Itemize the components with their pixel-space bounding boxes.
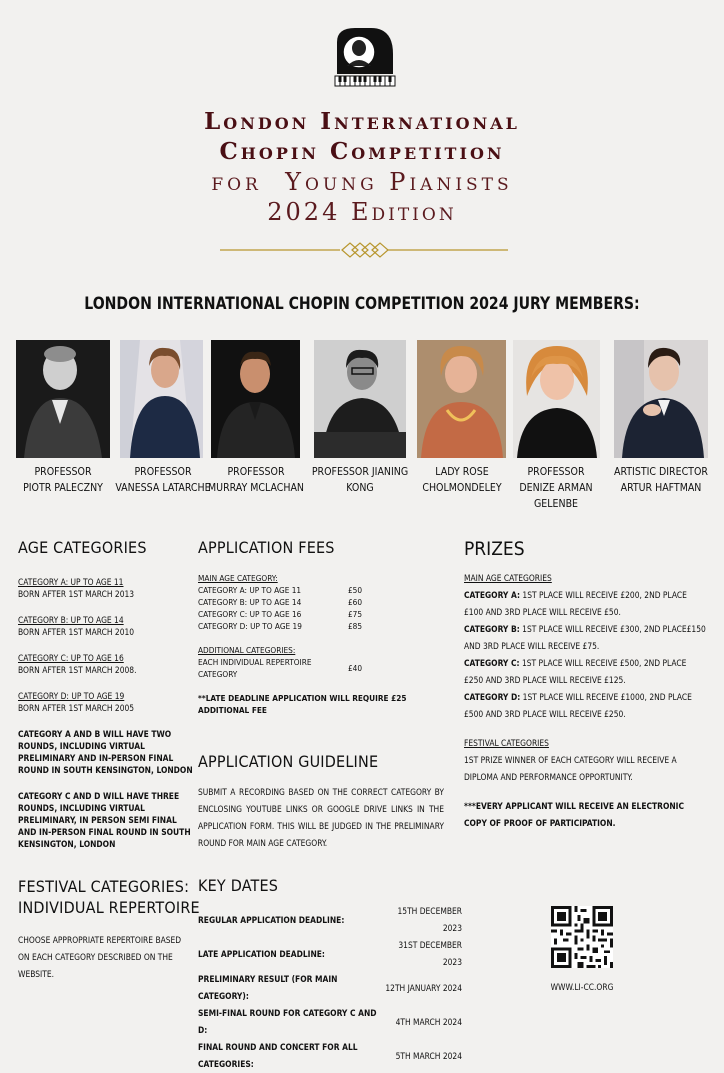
table-row: REGULAR APPLICATION DEADLINE: 15TH DECEMBER 2023 xyxy=(198,906,462,933)
key-dates-table xyxy=(198,903,462,1073)
fees-main-table xyxy=(198,584,362,632)
age-category-a-title: CATEGORY A: UP TO AGE 11 xyxy=(18,577,124,587)
jury-heading: LONDON INTERNATIONAL CHOPIN COMPETITION 2024 JURY MEMBERS: xyxy=(84,294,640,314)
prizes-festival-label: FESTIVAL CATEGORIES xyxy=(464,738,549,748)
prizes-block xyxy=(464,570,706,832)
age-category-b-detail: BORN AFTER 1ST MARCH 2010 xyxy=(18,627,135,637)
prize-category-a: CATEGORY A: 1ST PLACE WILL RECEIVE £200, 2ND PLACE £100 AND 3RD PLACE WILL RECEIVE £50. xyxy=(464,590,687,617)
fees-heading: APPLICATION FEES xyxy=(198,538,335,557)
age-category-d-detail: BORN AFTER 1ST MARCH 2005 xyxy=(18,703,135,713)
certificate-note: ***EVERY APPLICANT WILL RECEIVE AN ELECTRONIC COPY OF PROOF OF PARTICIPATION. xyxy=(464,801,685,828)
guideline-heading: APPLICATION GUIDELINE xyxy=(198,752,379,771)
key-dates-heading: KEY DATES xyxy=(198,876,279,895)
age-category-d-title: CATEGORY D: UP TO AGE 19 xyxy=(18,691,125,701)
festival-heading: FESTIVAL CATEGORIES: INDIVIDUAL REPERTOIRE xyxy=(18,877,200,917)
prizes-festival-text: 1ST PRIZE WINNER OF EACH CATEGORY WILL RECEIVE A DIPLOMA AND PERFORMANCE OPPORTUNITY. xyxy=(464,755,677,782)
grand-piano-logo-icon xyxy=(331,26,399,92)
jury-photo-1 xyxy=(16,340,110,458)
table-row: CATEGORY B: UP TO AGE 14 £60 xyxy=(198,597,363,607)
ornament-divider-icon xyxy=(220,240,508,260)
table-row: PRELIMINARY RESULT (FOR MAIN CATEGORY): 12TH JANUARY 2024 xyxy=(198,974,462,1001)
prize-category-d: CATEGORY D: 1ST PLACE WILL RECEIVE £1000, 2ND PLACE £500 AND 3RD PLACE WILL RECEIVE £250. xyxy=(464,692,692,719)
jury-photo-6 xyxy=(513,340,600,458)
jury-name-5: LADY ROSE CHOLMONDELEY xyxy=(422,466,502,494)
jury-name-4: PROFESSOR JIANING KONG xyxy=(311,466,409,494)
age-category-b-title: CATEGORY B: UP TO AGE 14 xyxy=(18,615,124,625)
subtitle-line-2: 2024 Edition xyxy=(267,198,457,226)
jury-photo-5 xyxy=(417,340,506,458)
table-row: CATEGORY C: UP TO AGE 16 £75 xyxy=(198,609,363,619)
fees-block xyxy=(198,572,428,716)
age-category-list xyxy=(18,576,193,850)
title-line-1: London International xyxy=(204,108,520,135)
prizes-heading: PRIZES xyxy=(464,538,525,560)
age-category-c-detail: BORN AFTER 1ST MARCH 2008. xyxy=(18,665,137,675)
subtitle-line-1: for Young Pianists xyxy=(211,168,513,196)
jury-name-7: ARTISTIC DIRECTOR ARTUR HAFTMAN xyxy=(614,466,708,494)
jury-name-3: PROFESSOR MURRAY MCLACHAN xyxy=(208,466,304,494)
age-categories-heading: AGE CATEGORIES xyxy=(18,538,147,557)
guideline-text: SUBMIT A RECORDING BASED ON THE CORRECT CATEGORY BY ENCLOSING YOUTUBE LINKS OR GOOGLE DRIVE LINKS IN THE APPLICATION FORM. THIS WILL BE JUDGED IN THE PRELIMINARY ROUND FOR MAIN AGE CATEGORY. xyxy=(198,787,444,848)
table-row: CATEGORY D: UP TO AGE 19 £85 xyxy=(198,621,363,631)
late-fee-note: **LATE DEADLINE APPLICATION WILL REQUIRE £25 ADDITIONAL FEE xyxy=(198,693,407,715)
fees-additional-label: ADDITIONAL CATEGORIES: xyxy=(198,645,296,655)
jury-photo-7 xyxy=(614,340,708,458)
table-row: LATE APPLICATION DEADLINE: 31ST DECEMBER 2023 xyxy=(198,940,462,967)
prize-category-b: CATEGORY B: 1ST PLACE WILL RECEIVE £300, 2ND PLACE£150 AND 3RD PLACE WILL RECEIVE £75. xyxy=(464,624,706,651)
jury-photo-4 xyxy=(314,340,406,458)
rounds-note-ab: CATEGORY A AND B WILL HAVE TWO ROUNDS, INCLUDING VIRTUAL PRELIMINARY AND IN-PERSON FINAL ROUND IN SOUTH KENSINGTON, LONDON xyxy=(18,729,193,775)
jury-photo-3 xyxy=(211,340,300,458)
website-link[interactable]: WWW.LI-CC.ORG xyxy=(550,982,614,992)
jury-name-1: PROFESSOR PIOTR PALECZNY xyxy=(23,466,103,494)
fees-main-label: MAIN AGE CATEGORY: xyxy=(198,573,278,583)
title-line-2: Chopin Competition xyxy=(219,138,505,165)
age-category-c-title: CATEGORY C: UP TO AGE 16 xyxy=(18,653,124,663)
jury-name-2: PROFESSOR VANESSA LATARCHE xyxy=(115,466,211,494)
prize-category-c: CATEGORY C: 1ST PLACE WILL RECEIVE £500, 2ND PLACE £250 AND 3RD PLACE WILL RECEIVE £125. xyxy=(464,658,687,685)
festival-text: CHOOSE APPROPRIATE REPERTOIRE BASED ON EACH CATEGORY DESCRIBED ON THE WEBSITE. xyxy=(18,935,182,979)
prizes-main-label: MAIN AGE CATEGORIES xyxy=(464,573,552,583)
table-row: FINAL ROUND AND CONCERT FOR ALL CATEGORIES: 5TH MARCH 2024 xyxy=(198,1042,462,1069)
fees-additional-table xyxy=(198,656,362,680)
qr-code-icon[interactable] xyxy=(551,906,613,968)
table-row: CATEGORY A: UP TO AGE 11 £50 xyxy=(198,585,363,595)
jury-photo-2 xyxy=(120,340,203,458)
jury-name-6: PROFESSOR DENIZE ARMAN GELENBE xyxy=(519,466,593,510)
table-row: EACH INDIVIDUAL REPERTOIRE CATEGORY £40 xyxy=(198,657,363,679)
age-category-a-detail: BORN AFTER 1ST MARCH 2013 xyxy=(18,589,135,599)
rounds-note-cd: CATEGORY C AND D WILL HAVE THREE ROUNDS, INCLUDING VIRTUAL PRELIMINARY, IN PERSON SEMI FINAL AND IN-PERSON FINAL ROUND IN SOUTH KENSINGTON, LONDON xyxy=(18,791,191,849)
table-row: SEMI-FINAL ROUND FOR CATEGORY C AND D: 4TH MARCH 2024 xyxy=(198,1008,462,1035)
